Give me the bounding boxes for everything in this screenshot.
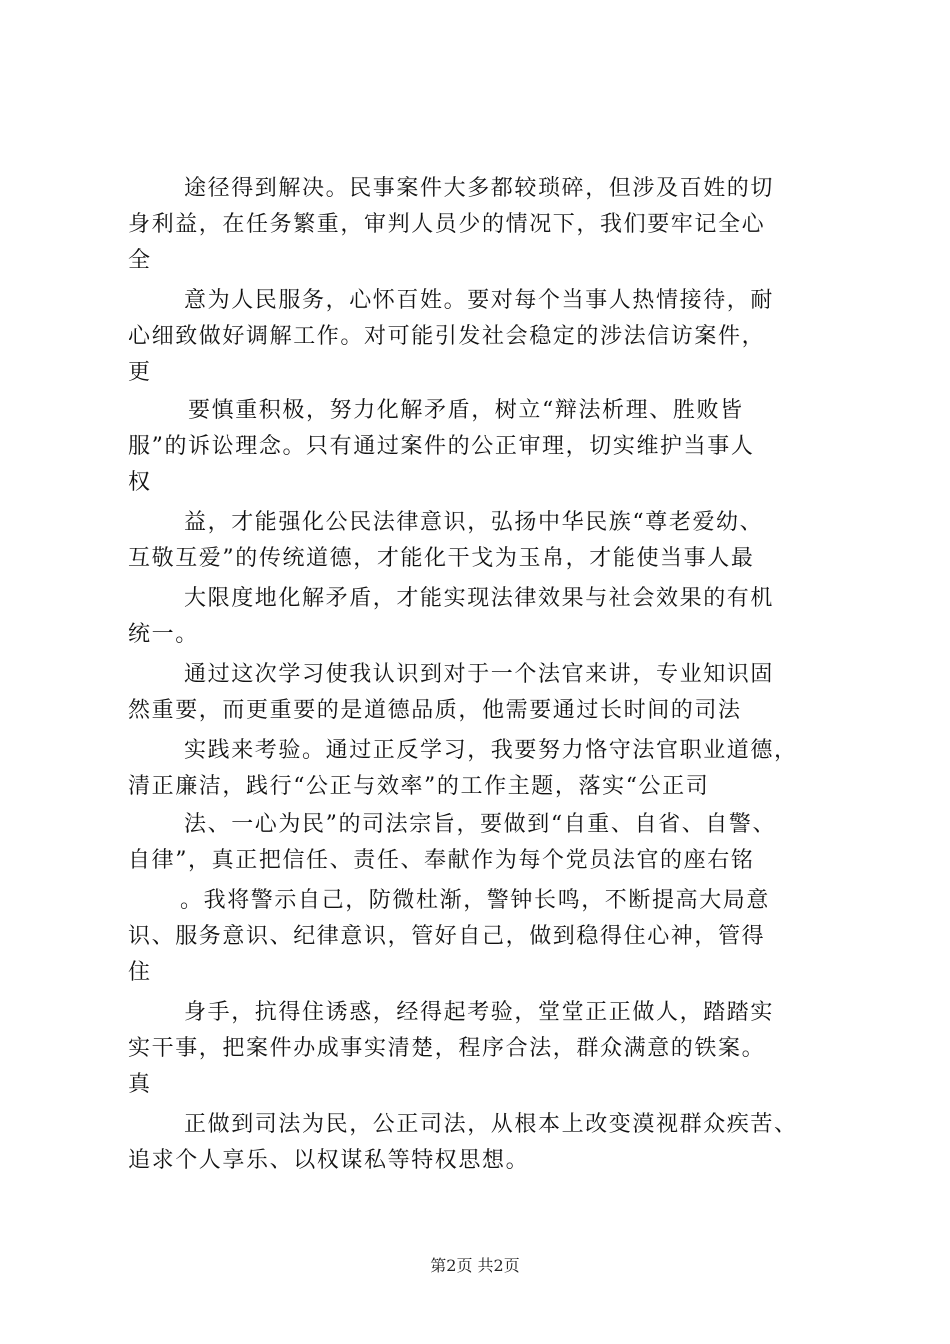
text-line: 正做到司法为民，公正司法，从根本上改变漠视群众疾苦、 [184, 1112, 798, 1137]
text-line: 然重要，而更重要的是道德品质，他需要通过长时间的司法 [128, 698, 742, 723]
text-line: 统一。 [128, 622, 199, 647]
text-line: 全 [128, 248, 152, 273]
text-line: 住 [128, 960, 152, 985]
text-line: 身手，抗得住诱惑，经得起考验，堂堂正正做人，踏踏实 [184, 1000, 775, 1025]
text-line: 益，才能强化公民法律意识，弘扬中华民族“尊老爱幼、 [184, 510, 764, 535]
text-line: 互敬互爱”的传统道德，才能化干戈为玉帛，才能使当事人最 [128, 546, 755, 571]
text-line: 更 [128, 360, 152, 385]
text-line: 清正廉洁，践行“公正与效率”的工作主题，落实“公正司 [128, 774, 710, 799]
text-line: 心细致做好调解工作。对可能引发社会稳定的涉法信访案件， [128, 324, 766, 349]
text-line: 权 [128, 470, 152, 495]
text-line: 实践来考验。通过正反学习，我要努力恪守法官职业道德， [184, 738, 798, 763]
text-line: 自律”，真正把信任、责任、奉献作为每个党员法官的座右铭 [128, 848, 755, 873]
text-line: 服”的诉讼理念。只有通过案件的公正审理，切实维护当事人 [128, 434, 755, 459]
text-line: 追求个人享乐、以权谋私等特权思想。 [128, 1148, 530, 1173]
text-line: 通过这次学习使我认识到对于一个法官来讲，专业知识固 [184, 662, 775, 687]
text-line: 。我将警示自己，防微杜渐，警钟长鸣，不断提高大局意 [180, 888, 771, 913]
text-line: 大限度地化解矛盾，才能实现法律效果与社会效果的有机 [184, 586, 775, 611]
text-line: 途径得到解决。民事案件大多都较琐碎，但涉及百姓的切 [184, 176, 775, 201]
text-line: 法、一心为民”的司法宗旨，要做到“自重、自省、自警、 [184, 812, 777, 837]
text-line: 要慎重积极，努力化解矛盾，树立“辩法析理、胜败皆 [188, 398, 744, 423]
text-line: 实干事，把案件办成事实清楚，程序合法，群众满意的铁案。 [128, 1036, 766, 1061]
text-line: 识、服务意识、纪律意识，管好自己，做到稳得住心神，管得 [128, 924, 766, 949]
text-line: 真 [128, 1072, 152, 1097]
text-line: 意为人民服务，心怀百姓。要对每个当事人热情接待，耐 [184, 288, 775, 313]
page-number-footer: 第2页 共2页 [430, 1256, 520, 1275]
text-line: 身利益，在任务繁重，审判人员少的情况下，我们要牢记全心 [128, 212, 766, 237]
